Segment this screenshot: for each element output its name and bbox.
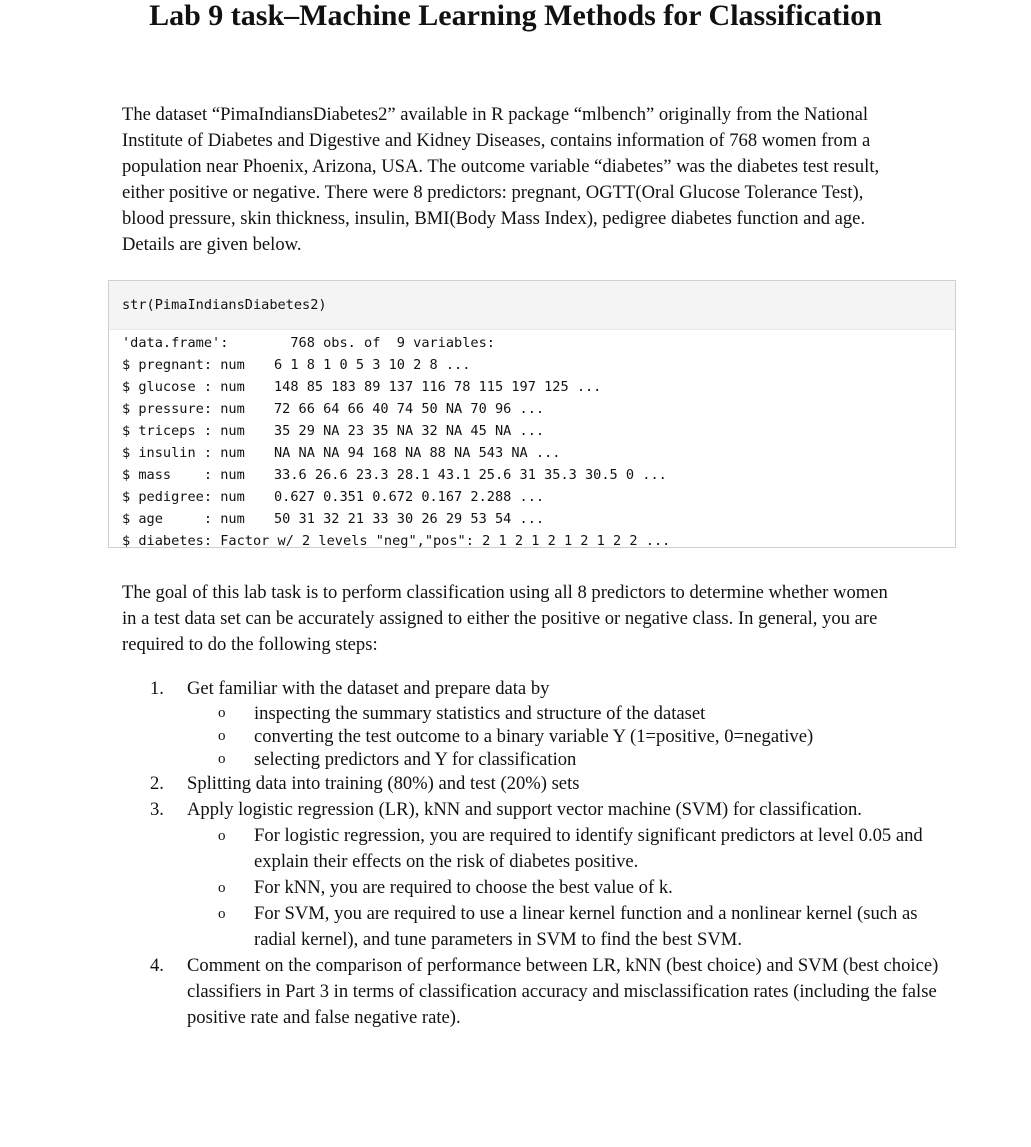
code-col-a: $ pressure: num [122, 401, 245, 417]
code-col-a: 'data.frame': [122, 335, 229, 351]
goal-line: in a test data set can be accurately assigned to either the positive or negative class. In general, you are [122, 608, 878, 629]
bullet-icon: o [218, 880, 226, 896]
code-col-a: $ mass : num [122, 467, 245, 483]
bullet-icon: o [218, 751, 226, 767]
list-item [150, 797, 950, 823]
code-col-a: $ pregnant: num [122, 357, 245, 373]
code-col-a: $ glucose : num [122, 379, 245, 395]
code-col-b: NA NA NA 94 168 NA 88 NA 543 NA ... [274, 445, 561, 461]
code-col-b: 768 obs. of 9 variables: [274, 335, 495, 351]
sub-list-item [216, 901, 950, 953]
page-title: Lab 9 task–Machine Learning Methods for Classification [149, 0, 882, 32]
code-output-line [122, 486, 955, 508]
code-col-a: $ triceps : num [122, 423, 245, 439]
step-number: 4. [150, 955, 164, 976]
code-col-b: 0.627 0.351 0.672 0.167 2.288 ... [274, 489, 545, 505]
bullet-icon: o [218, 728, 226, 744]
code-col-b: 72 66 64 66 40 74 50 NA 70 96 ... [274, 401, 545, 417]
code-col-b: 6 1 8 1 0 5 3 10 2 8 ... [274, 357, 471, 373]
code-output-line [122, 398, 955, 420]
intro-line: Institute of Diabetes and Digestive and Kidney Diseases, contains information of 768 women from a [122, 130, 871, 151]
sub-list-item [216, 702, 950, 725]
list-item [150, 953, 950, 1031]
code-col-a: $ age : num [122, 511, 245, 527]
intro-line: Details are given below. [122, 234, 302, 255]
sub-list-item [216, 725, 950, 748]
sub-list-item [216, 748, 950, 771]
sub-step-text: For kNN, you are required to choose the best value of k. [254, 877, 673, 898]
code-col-b: 50 31 32 21 33 30 26 29 53 54 ... [274, 511, 545, 527]
code-command: str(PimaIndiansDiabetes2) [109, 281, 955, 330]
sub-step-text: selecting predictors and Y for classification [254, 749, 577, 770]
sub-step-text: converting the test outcome to a binary variable Y (1=positive, 0=negative) [254, 726, 814, 747]
code-col-b: 35 29 NA 23 35 NA 32 NA 45 NA ... [274, 423, 545, 439]
intro-line: population near Phoenix, Arizona, USA. The outcome variable “diabetes” was the diabetes test result, [122, 156, 880, 177]
list-item [150, 771, 950, 797]
intro-line: The dataset “PimaIndiansDiabetes2” available in R package “mlbench” originally from the National [122, 104, 869, 125]
code-block [108, 280, 956, 548]
code-col-a: $ pedigree: num [122, 489, 245, 505]
bullet-icon: o [218, 705, 226, 721]
steps-list [150, 676, 950, 1031]
code-output-line [122, 442, 955, 464]
sub-step-text: inspecting the summary statistics and structure of the dataset [254, 703, 706, 724]
intro-line: blood pressure, skin thickness, insulin, BMI(Body Mass Index), pedigree diabetes function and age. [122, 208, 866, 229]
code-output [109, 330, 955, 552]
code-output-line [122, 332, 955, 354]
sub-step-text: For logistic regression, you are required to identify significant predictors at level 0.05 and explain their effects on the risk of diabetes positive. [254, 825, 923, 872]
step-number: 2. [150, 773, 164, 794]
goal-line: The goal of this lab task is to perform classification using all 8 predictors to determine whether women [122, 582, 888, 603]
step-text: Comment on the comparison of performance between LR, kNN (best choice) and SVM (best choice) classifiers in Part 3 in terms of classification accuracy and misclassification rates (including the false positive rate and false negative rate). [187, 955, 939, 1028]
bullet-icon: o [218, 828, 226, 844]
code-output-line [122, 464, 955, 486]
code-col-b: 33.6 26.6 23.3 28.1 43.1 25.6 31 35.3 30.5 0 ... [274, 467, 667, 483]
intro-line: either positive or negative. There were 8 predictors: pregnant, OGTT(Oral Glucose Tolerance Test), [122, 182, 864, 203]
step-number: 3. [150, 799, 164, 820]
code-output-line [122, 530, 955, 552]
step-text: Apply logistic regression (LR), kNN and support vector machine (SVM) for classification. [187, 799, 862, 820]
sub-list-item [216, 823, 950, 875]
code-col-a: $ insulin : num [122, 445, 245, 461]
step-number: 1. [150, 678, 164, 699]
code-output-line [122, 420, 955, 442]
goal-line: required to do the following steps: [122, 634, 378, 655]
bullet-icon: o [218, 906, 226, 922]
goal-paragraph [122, 580, 944, 658]
code-output-line [122, 354, 955, 376]
list-item [150, 676, 950, 702]
code-col-a: $ diabetes: Factor w/ 2 levels "neg","pos": 2 1 2 1 2 1 2 1 2 2 ... [122, 533, 671, 549]
step-text: Splitting data into training (80%) and test (20%) sets [187, 773, 580, 794]
intro-paragraph [122, 102, 944, 258]
sub-list-item [216, 875, 950, 901]
code-output-line [122, 376, 955, 398]
code-col-b: 148 85 183 89 137 116 78 115 197 125 ... [274, 379, 602, 395]
step-text: Get familiar with the dataset and prepare data by [187, 678, 550, 699]
code-output-line [122, 508, 955, 530]
sub-step-text: For SVM, you are required to use a linear kernel function and a nonlinear kernel (such as radial kernel), and tune parameters in SVM to find the best SVM. [254, 903, 918, 950]
